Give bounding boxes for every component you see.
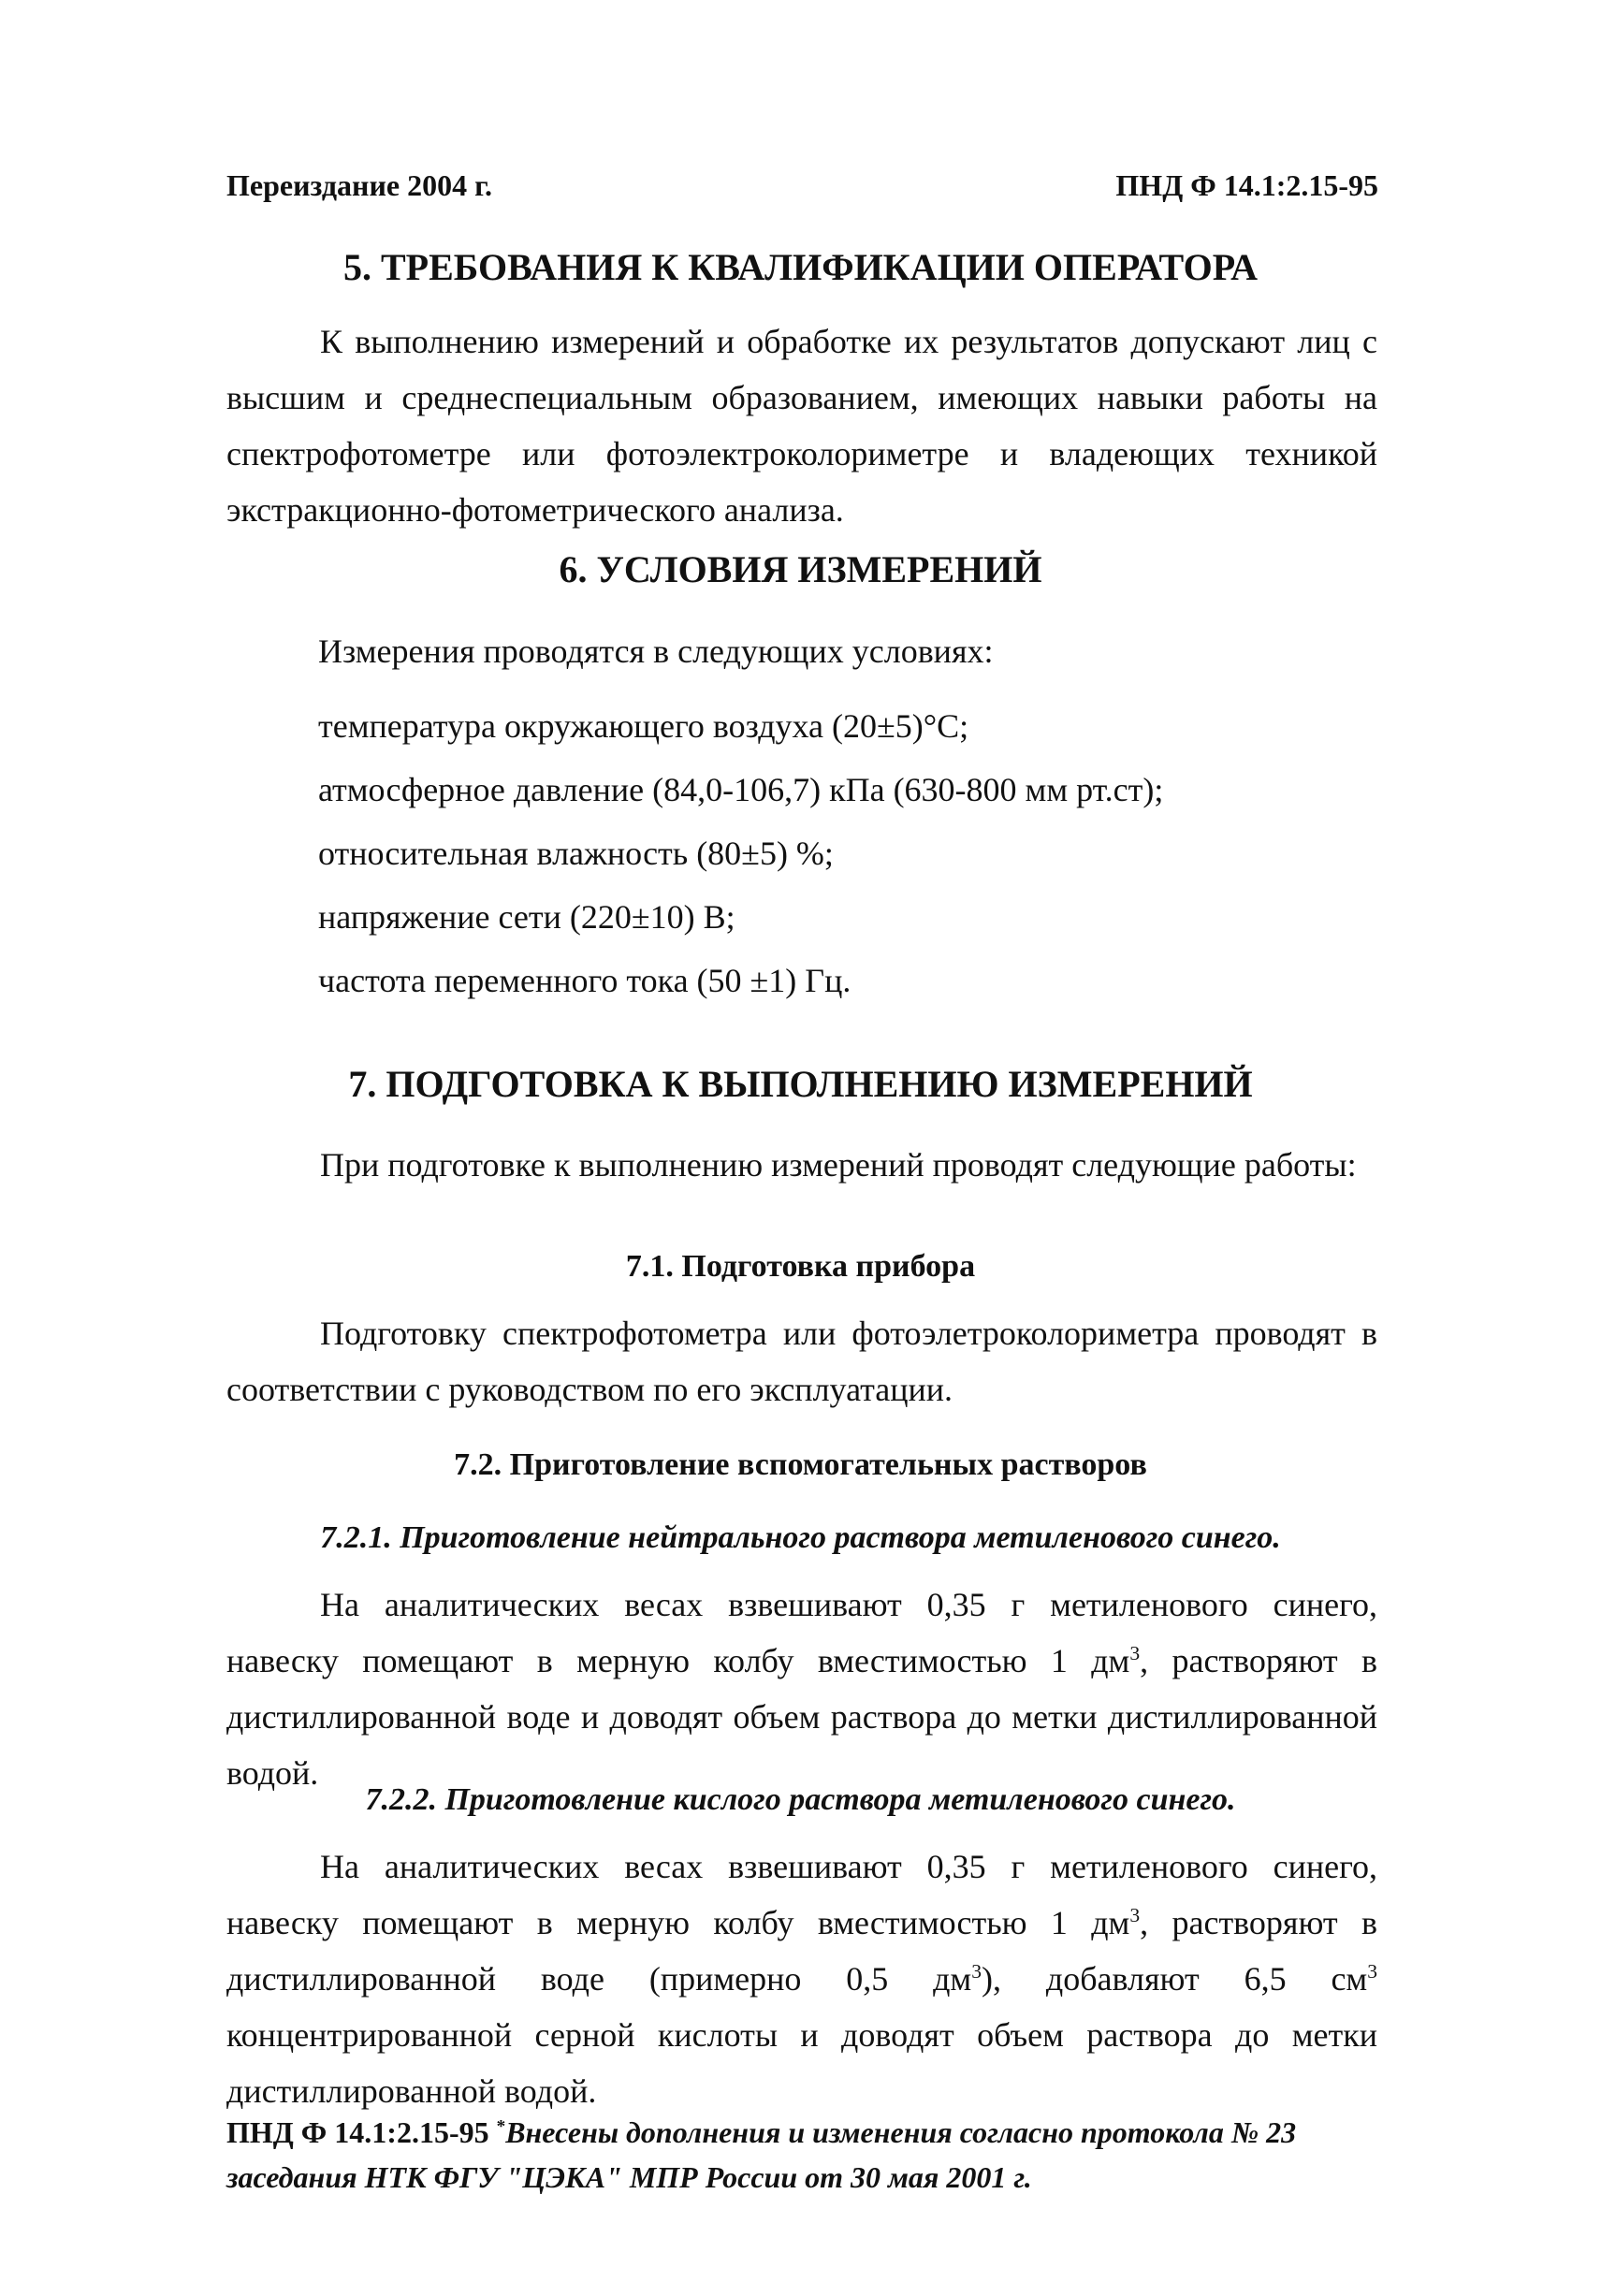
footer-doc-code: ПНД Ф 14.1:2.15-95	[226, 2115, 497, 2149]
condition-item: напряжение сети (220±10) В;	[318, 898, 735, 936]
condition-item: относительная влажность (80±5) %;	[318, 835, 834, 872]
footer-amendment: Внесены дополнения и изменения согласно протокола № 23 заседания НТК ФГУ "ЦЭКА" МПР России от 30 мая 2001 г.	[226, 2115, 1297, 2194]
section-7-title: 7. ПОДГОТОВКА К ВЫПОЛНЕНИЮ ИЗМЕРЕНИЙ	[348, 1063, 1253, 1105]
section-6-title: 6. УСЛОВИЯ ИЗМЕРЕНИЙ	[559, 548, 1042, 590]
header-doc-code: ПНД Ф 14.1:2.15-95	[1115, 168, 1378, 202]
header-edition: Переиздание 2004 г.	[226, 168, 492, 202]
section-7-1-text: Подготовку спектрофотометра или фотоэлетроколориметра проводят в соответствии с руководством по его эксплуатации.	[226, 1315, 1377, 1408]
footer-note	[226, 2110, 1377, 2200]
section-7-2-title: 7.2. Приготовление вспомогательных растворов	[454, 1447, 1147, 1482]
section-7-2-1-text: На аналитических весах взвешивают 0,35 г метиленового синего, навеску помещают в мерную колбу вместимостью 1 $дм^3$, растворяют в дистиллированной воде и доводят объем раствора до метки дистиллированной водой.	[226, 1586, 1377, 1792]
condition-item: атмосферное давление (84,0-106,7) кПа (630-800 мм рт.ст);	[318, 771, 1164, 808]
section-5-title: 5. ТРЕБОВАНИЯ К КВАЛИФИКАЦИИ ОПЕРАТОРА	[343, 246, 1258, 288]
section-7-2-2-text: На аналитических весах взвешивают 0,35 г метиленового синего, навеску помещают в мерную колбу вместимостью 1 $дм^3$, растворяют в дистиллированной воде (примерно 0,5 $дм^3$), добавляют 6,5 $см^3$ концентрированной серной кислоты и доводят объем раствора до метки дистиллированной водой.	[226, 1848, 1377, 2110]
condition-item: температура окружающего воздуха (20±5)°С;	[318, 707, 969, 745]
footer-mark: *	[496, 2116, 506, 2137]
section-7-2-1-title: 7.2.1. Приготовление нейтрального раствора метиленового синего.	[320, 1520, 1281, 1555]
conditions-intro: Измерения проводятся в следующих условиях:	[318, 632, 994, 670]
section-7-1-title: 7.1. Подготовка прибора	[625, 1249, 976, 1284]
section-7-2-2-title: 7.2.2. Приготовление кислого раствора метиленового синего.	[365, 1782, 1236, 1817]
condition-item: частота переменного тока (50 ±1) Гц.	[318, 962, 851, 999]
section-5-text: К выполнению измерений и обработке их результатов допускают лиц с высшим и среднеспециальным образованием, имеющих навыки работы на спектрофотометре или фотоэлектроколориметре и владеющих техникой экстракционно-фотометрического анализа.	[226, 323, 1377, 529]
section-7-intro: При подготовке к выполнению измерений проводят следующие работы:	[320, 1146, 1357, 1184]
